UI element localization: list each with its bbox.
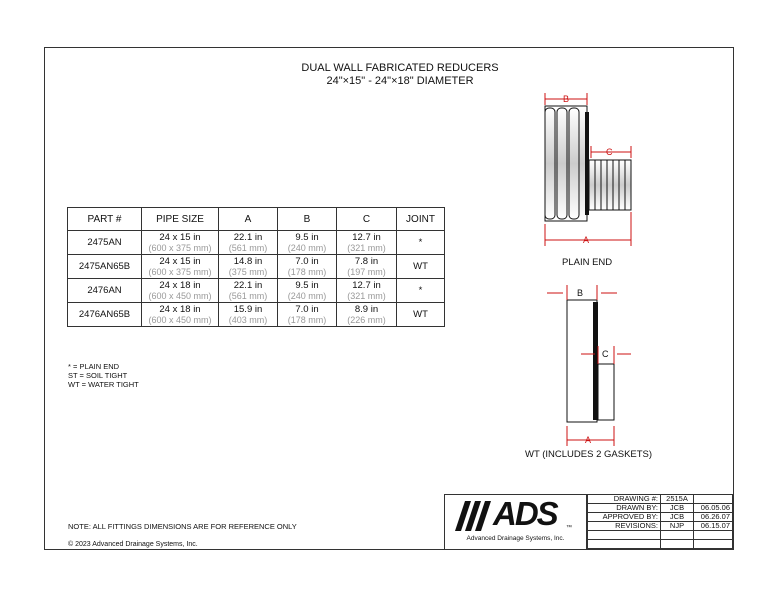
dim-a-cell (219, 303, 278, 327)
title-row (588, 540, 733, 549)
label-b: B (563, 94, 570, 104)
ads-company-name: Advanced Drainage Systems, Inc. (466, 535, 565, 542)
dim-c-cell (337, 303, 397, 327)
size-mm: (600 x 375 mm) (148, 266, 212, 277)
joint: * (397, 231, 445, 255)
drawn-date: 06.05.06 (694, 504, 733, 513)
c-in: 12.7 in (352, 279, 381, 291)
size-in: 24 x 15 in (159, 231, 201, 243)
approved-by: JCB (661, 513, 694, 522)
dim-a-cell (219, 231, 278, 255)
plain-end-diagram (535, 88, 645, 248)
table-row (68, 255, 445, 279)
size-mm: (600 x 375 mm) (148, 242, 212, 253)
plain-end-small-pipe (589, 160, 631, 210)
ads-trademark: ™ (566, 525, 572, 531)
c-mm: (321 mm) (347, 242, 386, 253)
part-number: 2476AN (68, 279, 142, 303)
title-line-1: DUAL WALL FABRICATED REDUCERS (301, 62, 499, 74)
header-pipe-size: PIPE SIZE (142, 208, 219, 231)
approved-by-label: APPROVED BY: (588, 513, 661, 522)
pipe-size (142, 279, 219, 303)
legend (68, 362, 139, 389)
part-number: 2476AN65B (68, 303, 142, 327)
header-joint: JOINT (397, 208, 445, 231)
b-mm: (178 mm) (287, 314, 327, 325)
title-row (588, 522, 733, 531)
b-mm: (178 mm) (287, 266, 327, 277)
ads-logo-text: ADS (493, 495, 557, 532)
joint: WT (397, 303, 445, 327)
dim-c-cell (337, 231, 397, 255)
header-part: PART # (68, 208, 142, 231)
size-mm: (600 x 450 mm) (148, 314, 212, 325)
pipe-size (142, 303, 219, 327)
size-in: 24 x 18 in (159, 303, 201, 315)
title-block (587, 494, 733, 549)
header-a: A (219, 208, 278, 231)
table-row (68, 303, 445, 327)
spec-table (67, 207, 445, 327)
b-in: 7.0 in (295, 303, 319, 315)
wt-label-b: B (577, 288, 584, 298)
dim-b-cell (278, 303, 337, 327)
drawn-by: JCB (661, 504, 694, 513)
title-line-2: 24"×15" - 24"×18" DIAMETER (326, 75, 474, 87)
joint: * (397, 279, 445, 303)
legend-plain-end: * = PLAIN END (68, 362, 120, 371)
revisions-date: 06.15.07 (694, 522, 733, 531)
b-mm: (240 mm) (287, 290, 327, 301)
dim-a-cell (219, 279, 278, 303)
dim-a-cell (219, 255, 278, 279)
c-in: 12.7 in (352, 231, 381, 243)
c-mm: (321 mm) (347, 290, 386, 301)
revisions-by: NJP (661, 522, 694, 531)
spec-table-header (68, 208, 445, 231)
drawing-title (44, 62, 756, 88)
c-in: 8.9 in (354, 303, 379, 315)
a-mm: (403 mm) (228, 314, 268, 325)
c-mm: (226 mm) (347, 314, 386, 325)
size-in: 24 x 18 in (159, 279, 201, 291)
dim-b-cell (278, 231, 337, 255)
part-number: 2475AN (68, 231, 142, 255)
legend-water-tight: WT = WATER TIGHT (68, 380, 139, 389)
label-c: C (606, 147, 613, 157)
drawn-by-label: DRAWN BY: (588, 504, 661, 513)
legend-soil-tight: ST = SOIL TIGHT (68, 371, 128, 380)
joint: WT (397, 255, 445, 279)
copyright: © 2023 Advanced Drainage Systems, Inc. (68, 541, 198, 548)
pipe-size (142, 231, 219, 255)
dim-c-cell (337, 279, 397, 303)
reference-note: NOTE: ALL FITTINGS DIMENSIONS ARE FOR REFERENCE ONLY (68, 522, 297, 531)
header-c: C (337, 208, 397, 231)
title-row (588, 531, 733, 540)
plain-end-caption: PLAIN END (562, 257, 613, 268)
a-in: 14.8 in (233, 255, 263, 267)
drawing-number-label: DRAWING #: (588, 495, 661, 504)
wt-diagram (535, 280, 645, 448)
wt-label-a: A (585, 435, 592, 445)
a-in: 15.9 in (233, 303, 263, 315)
b-mm: (240 mm) (287, 242, 327, 253)
a-in: 22.1 in (233, 279, 263, 291)
wt-small-pipe (598, 364, 614, 420)
wt-large-pipe (567, 300, 598, 422)
label-a: A (583, 235, 590, 245)
dim-b-cell (278, 279, 337, 303)
c-in: 7.8 in (354, 255, 379, 267)
b-in: 7.0 in (295, 255, 319, 267)
wt-caption: WT (INCLUDES 2 GASKETS) (525, 449, 653, 460)
plain-end-large-pipe (545, 106, 589, 221)
revisions-label: REVISIONS: (588, 522, 661, 531)
a-mm: (561 mm) (228, 242, 268, 253)
table-row (68, 279, 445, 303)
dim-b-cell (278, 255, 337, 279)
dim-c-cell (337, 255, 397, 279)
a-in: 22.1 in (233, 231, 263, 243)
drawing-number: 2515A (661, 495, 694, 504)
ads-logo-box (444, 494, 587, 550)
header-b: B (278, 208, 337, 231)
c-mm: (197 mm) (347, 266, 386, 277)
pipe-size (142, 255, 219, 279)
part-number: 2475AN65B (68, 255, 142, 279)
size-in: 24 x 15 in (159, 255, 201, 267)
a-mm: (561 mm) (228, 290, 268, 301)
approved-date: 06.26.07 (694, 513, 733, 522)
wt-label-c: C (602, 349, 609, 359)
table-row (68, 231, 445, 255)
a-mm: (375 mm) (228, 266, 268, 277)
b-in: 9.5 in (295, 231, 319, 243)
b-in: 9.5 in (295, 279, 319, 291)
size-mm: (600 x 450 mm) (148, 290, 212, 301)
